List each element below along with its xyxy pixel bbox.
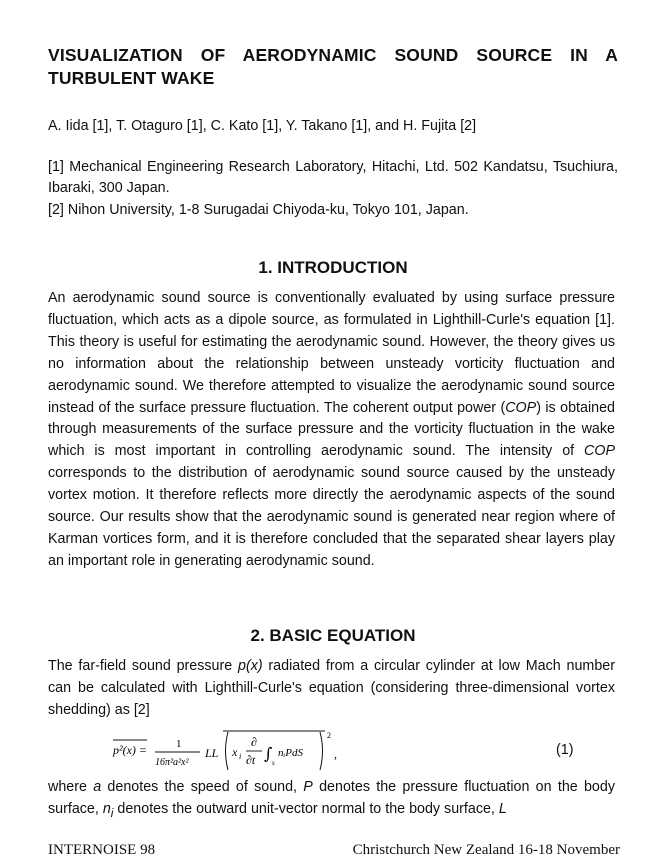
equation-xi: x [232, 745, 238, 759]
equation-power: 2 [327, 731, 331, 740]
equation-trailing: , [334, 747, 337, 761]
equation-description-paragraph: where a denotes the speed of sound, P denotes the pressure fluctuation on the body surface, $n_i$ denotes the outward unit-vector normal to the body surface, L [48, 779, 615, 820]
introduction-paragraph: An aerodynamic sound source is conventionally evaluated by using surface pressure fluctuation, which acts as a dipole source, as formulated in Lighthill-Curle's equation [1]. This theory is useful for estimating the aerodynamic sound. However, the theory gives us no information about the relationship between unsteady vorticity fluctuation and aerodynamic sound. We therefore attempted to visualize the aerodynamic sound source instead of the surface pressure fluctuation. The coherent output power (COP) is obtained through measurements of the surface pressure and the vorticity fluctuation in the wake which is most important in controlling aerodynamic sound. The intensity of COP corresponds to the distribution of aerodynamic sound source caused by the unsteady vortex motion. It therefore reflects more directly the aerodynamic aspects of the sound source. Our results show that the aerodynamic sound is generated near region where of Karman vortices form, and it is therefore concluded that the separated shear layers play an important role in generating aerodynamic sound. [48, 290, 615, 569]
affiliation-2: [2] Nihon University, 1-8 Surugadai Chiyoda-ku, Tokyo 101, Japan. [48, 202, 469, 218]
equation-lhs: p²(x) = [113, 743, 148, 757]
paper-title: VISUALIZATION OF AERODYNAMIC SOUND SOURCE IN A TURBULENT WAKE [48, 45, 618, 88]
equation-integrand: nᵢPdS [278, 747, 303, 759]
equation-number: (1) [556, 742, 574, 758]
footer-location-date: Christchurch New Zealand 16-18 November [352, 842, 620, 858]
footer-conference: INTERNOISE 98 [48, 842, 156, 858]
section-heading-introduction: 1. INTRODUCTION [258, 258, 408, 277]
equation-partial-den: ∂t [246, 753, 256, 767]
affiliation-1: [1] Mechanical Engineering Research Laboratory, Hitachi, Ltd. 502 Kandatsu, Tsuchiura, Ibaraki, 300 Japan. [48, 159, 618, 196]
equation-numerator: 1 [176, 738, 182, 750]
lighthill-curle-equation [110, 728, 350, 772]
equation-xi-sub: i [239, 752, 242, 761]
equation-factor: LL [205, 746, 219, 760]
equation-partial-num: ∂ [251, 735, 257, 749]
section-heading-basic-equation: 2. BASIC EQUATION [250, 626, 416, 645]
equation-denominator: 16π²a²x² [155, 757, 189, 768]
basic-equation-paragraph: The far-field sound pressure p(x) radiated from a circular cylinder at low Mach number can be calculated with Lighthill-Curle's equation (considering three-dimensional vortex shedding) as [2] [48, 658, 615, 718]
author-list: A. Iida [1], T. Otaguro [1], C. Kato [1], Y. Takano [1], and H. Fujita [2] [48, 118, 477, 134]
equation-integral: ∫ [264, 744, 273, 763]
equation-integral-sub: s [272, 759, 275, 767]
